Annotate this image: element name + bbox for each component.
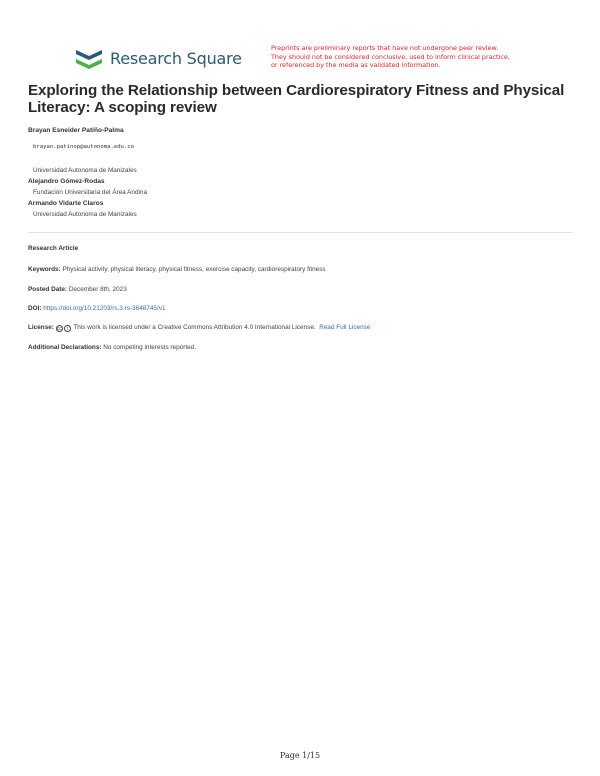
research-square-chevron-icon: [75, 47, 103, 69]
author-name: Alejandro Gómez-Rodas: [28, 178, 105, 185]
paper-title: Exploring the Relationship between Cardiorespiratory Fitness and Physical Literacy: A scoping review: [28, 82, 565, 116]
divider: [28, 232, 573, 233]
author-affiliation: Fundación Universitaria del Área Andina: [33, 189, 148, 196]
posted-date: [28, 286, 127, 293]
doi-link[interactable]: https://doi.org/10.21203/rs.3.rs-3648745/v1: [43, 305, 166, 312]
declarations-label: Additional Declarations:: [28, 344, 102, 351]
attribution-icon: i: [64, 325, 71, 332]
author-affiliation: Universidad Autonoma de Manizales: [33, 167, 137, 174]
author-email[interactable]: brayan.patinop@autonoma.edu.co: [33, 144, 135, 150]
brand-name: Research Square: [110, 48, 242, 68]
page-number: Page 1/15: [279, 751, 321, 760]
doi: [28, 305, 166, 312]
posted-date-value: December 8th, 2023: [68, 286, 127, 293]
preprint-notice: [271, 44, 531, 70]
license-label: License:: [28, 324, 54, 331]
read-full-license-link[interactable]: Read Full License: [319, 324, 371, 331]
posted-date-label: Posted Date:: [28, 286, 68, 293]
author-name: Brayan Esneider Patiño-Palma: [28, 127, 124, 134]
author-name: Armando Vidarte Claros: [28, 200, 104, 207]
license: [28, 324, 370, 332]
article-type: Research Article: [28, 245, 79, 252]
author-affiliation: Universidad Autonoma de Manizales: [33, 211, 137, 218]
license-text: This work is licensed under a Creative Commons Attribution 4.0 International License.: [73, 324, 316, 331]
cc-icon: cc: [56, 326, 62, 332]
declarations-value: No competing interests reported.: [103, 344, 197, 351]
keywords-value: Physical activity, physical literacy, physical fitness, exercise capacity, cardiorespiratory fitness: [62, 266, 326, 273]
research-square-logo: [75, 47, 242, 69]
doi-label: DOI:: [28, 305, 42, 312]
additional-declarations: [28, 344, 196, 351]
notice-line: They should not be considered conclusive, used to inform clinical practice,: [271, 52, 510, 61]
notice-line: or referenced by the media as validated information.: [271, 61, 441, 69]
notice-line: Preprints are preliminary reports that have not undergone peer review.: [271, 44, 499, 52]
keywords-label: Keywords:: [28, 266, 61, 273]
keywords: [28, 266, 326, 273]
